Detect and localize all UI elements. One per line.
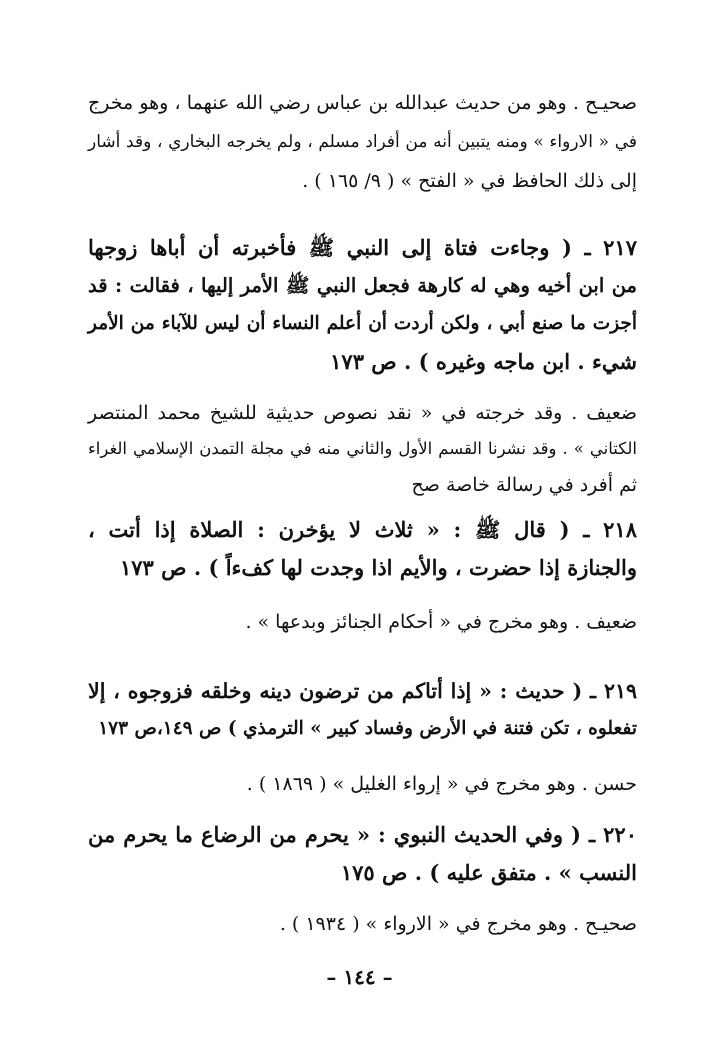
grading-218: ضعيف . وهو مخرج في « أحكام الجنائز وبدعها » .: [245, 611, 637, 633]
hadith-217-line-4: شيء . ابن ماجه وغيره ) . ص ١٧٣: [330, 349, 637, 374]
hadith-217-line-3: أجزت ما صنع أبي ، ولكن أردت أن أعلم النساء أن ليس للآباء من الأمر: [88, 313, 637, 334]
hadith-217-line-2: من ابن أخيه وهي له كارهة فجعل النبي ﷺ الأمر إليها ، فقالت : قد: [88, 274, 637, 297]
text-line-3: إلى ذلك الحافظ في « الفتح » ( ٩/ ١٦٥ ) .: [302, 170, 637, 192]
hadith-217-line-1: ٢١٧ ـ ( وجاءت فتاة إلى النبي ﷺ فأخبرته أن أباها زوجها: [88, 235, 637, 260]
hadith-219-line-1: ٢١٩ ـ ( حديث : « إذا أتاكم من ترضون دينه وخلقه فزوجوه ، إلا: [88, 679, 637, 703]
hadith-220-line-1: ٢٢٠ ـ ( وفي الحديث النبوي : « يحرم من الرضاع ما يحرم من: [88, 822, 637, 847]
grading-217-line-1: ضعيف . وقد خرجته في « نقد نصوص حديثية للشيخ محمد المنتصر: [88, 402, 637, 424]
text-line-2: في « الارواء » ومنه يتبين أنه من أفراد مسلم ، ولم يخرجه البخاري ، وقد أشار: [88, 132, 637, 152]
text-line-1: صحيـح . وهو من حديث عبدالله بن عباس رضي الله عنهما ، وهو مخرج: [88, 92, 637, 114]
hadith-218-line-2: والجنازة إذا حضرت ، والأيم اذا وجدت لها كفءاً ) . ص ١٧٣: [120, 555, 637, 580]
grading-217-line-3: ثم أفرد في رسالة خاصة صح: [411, 474, 637, 496]
page-number: – ١٤٤ –: [326, 965, 393, 989]
grading-219: حسن . وهو مخرج في « إرواء الغليل » ( ١٨٦٩ ) .: [246, 773, 637, 795]
hadith-218-line-1: ٢١٨ ـ ( قال ﷺ : « ثلاث لا يؤخرن : الصلاة إذا أتت ،: [88, 517, 637, 542]
hadith-220-line-2: النسب » . متفق عليه ) . ص ١٧٥: [340, 860, 637, 885]
grading-217-line-2: الكتاني » . وقد نشرنا القسم الأول والثاني منه في مجلة التمدن الإسلامي الغراء: [88, 439, 637, 458]
hadith-219-line-2: تفعلوه ، تكن فتنة في الأرض وفساد كبير » الترمذي ) ص ١٤٩،ص ١٧٣: [98, 718, 637, 739]
grading-220: صحيـح . وهو مخرج في « الارواء » ( ١٩٣٤ ) .: [279, 913, 637, 935]
